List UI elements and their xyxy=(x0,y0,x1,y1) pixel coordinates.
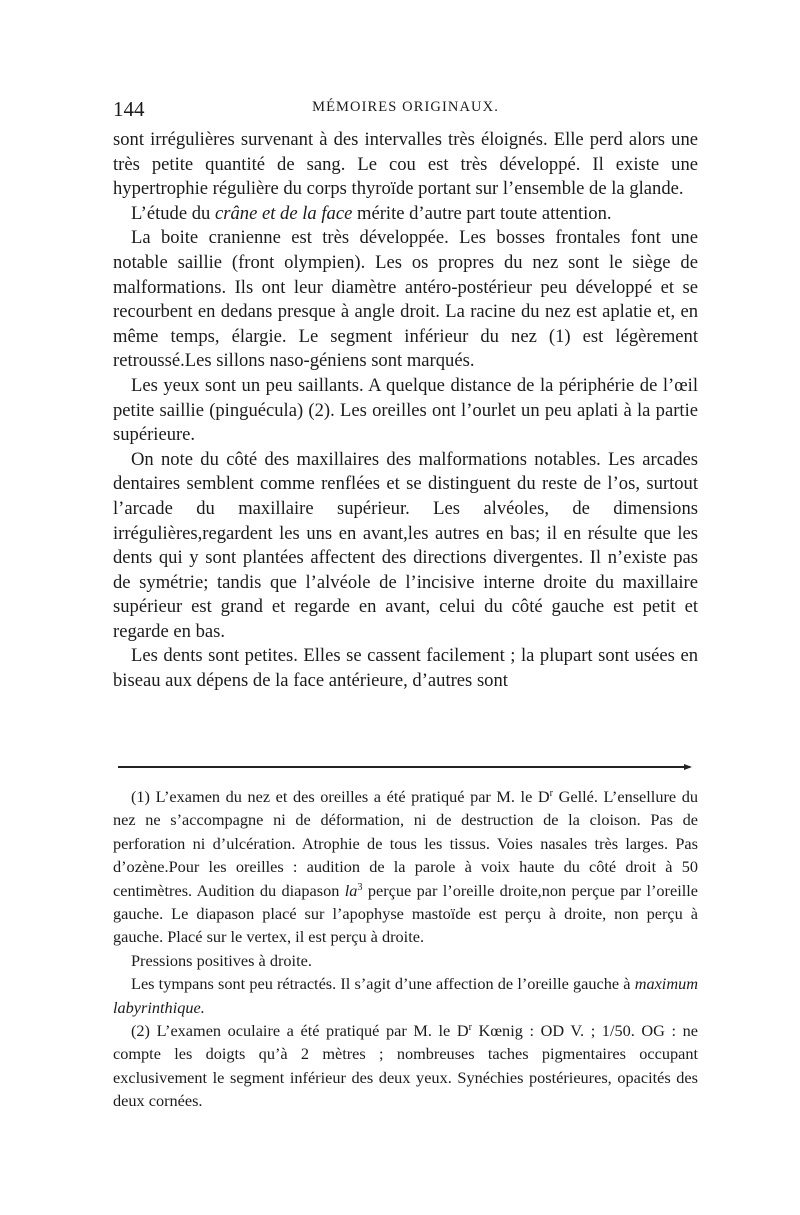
superscript: r xyxy=(468,1022,472,1034)
footnote-2 xyxy=(113,1019,698,1113)
footnotes xyxy=(113,785,698,1113)
text-run: mérite d’autre part toute attention. xyxy=(352,202,612,224)
paragraph-maxillaries: On note du côté des maxillaires des malformations notables. Les arcades dentaires semblent comme renflées et se distinguent du reste de l’os, surtout l’arcade du maxillaire supérieur. Les alvéoles, de dimensions irrégulières,regardent les uns en avant,les autres en bas; il en résulte que les dents qui y sont plantées affectent des directions divergentes. Il n’existe pas de symétrie; tandis que l’alvéole de l’incisive interne droite du maxillaire supérieur est grand et regarde en avant, celui du côté gauche est petit et regarde en bas. xyxy=(113,448,698,642)
text-run: (1) L’examen du nez et des oreilles a été pratiqué par M. le D xyxy=(131,787,550,806)
page-header xyxy=(113,97,698,127)
main-text xyxy=(113,128,698,694)
text-run: (2) L’examen oculaire a été pratiqué par M. le D xyxy=(131,1021,469,1041)
italic-run: la xyxy=(344,880,358,900)
footnote-1-tympans xyxy=(113,972,698,1019)
paragraph-thyroid: sont irrégulières survenant à des intervalles très éloignés. Elle perd alors une très petite quantité de sang. Le cou est très développé. Il existe une hypertrophie régulière du corps thyroïde portant sur l’ensemble de la glande. xyxy=(113,129,698,200)
italic-run: maximum labyrinthique. xyxy=(113,974,698,1017)
superscript: r xyxy=(549,788,553,799)
footnote-1-pressions: Pressions positives à droite. xyxy=(131,950,312,970)
italic-run: crâne et de la face xyxy=(215,202,353,224)
superscript: 3 xyxy=(357,881,363,893)
footnote-1 xyxy=(113,785,698,949)
footnote-separator xyxy=(118,766,690,768)
paragraph-teeth: Les dents sont petites. Elles se cassent facilement ; la plupart sont usées en biseau aux dépens de la face antérieure, d’autres sont xyxy=(113,645,698,692)
text-run: Gellé. L’ensellure du nez ne s’accompagne ni de déformation, ni de destruction de la cloison. Pas de perforation ni d’ulcération. Atrophie de tous les tissus. Voies nasales très larges. Pas d’ozène.Pour les oreilles : audition de la parole à voix haute du côté droit à 50 centimètres. Audition du diapason xyxy=(113,787,698,900)
paragraph-skull-intro xyxy=(113,202,698,227)
footnote-separator-tip xyxy=(684,764,692,770)
running-title: MÉMOIRES ORIGINAUX. xyxy=(312,99,499,115)
paragraph-cranial-box: La boite cranienne est très développée. Les bosses frontales font une notable saillie (front olympien). Les os propres du nez sont le siège de malformations. Ils ont leur diamètre antéro-postérieur peu développé et se recourbent en dedans presque à angle droit. La racine du nez est aplatie et, en même temps, élargie. Le segment inférieur du nez (1) est légèrement retroussé.Les sillons naso-géniens sont marqués. xyxy=(113,227,698,372)
text-run: L’étude du xyxy=(131,202,215,224)
text-run: Kœnig : OD V. ; 1/50. OG : ne compte les doigts qu’à 2 mètres ; nombreuses taches pigmentaires occupant exclusivement le segment inférieur des deux yeux. Synéchies postérieures, opacités des deux cornées. xyxy=(113,1021,698,1111)
text-run: Les tympans sont peu rétractés. Il s’agit d’une affection de l’oreille gauche à xyxy=(131,974,635,994)
paragraph-eyes: Les yeux sont un peu saillants. A quelque distance de la périphérie de l’œil petite saillie (pinguécula) (2). Les oreilles ont l’ourlet un peu aplati à la partie supérieure. xyxy=(113,374,698,446)
text-run: perçue par l’oreille droite,non perçue par l’oreille gauche. Le diapason placé sur l’apophyse mastoïde est perçu à droite, non perçu à gauche. Placé sur le vertex, il est perçu à droite. xyxy=(113,880,698,947)
page-number: 144 xyxy=(113,97,145,121)
